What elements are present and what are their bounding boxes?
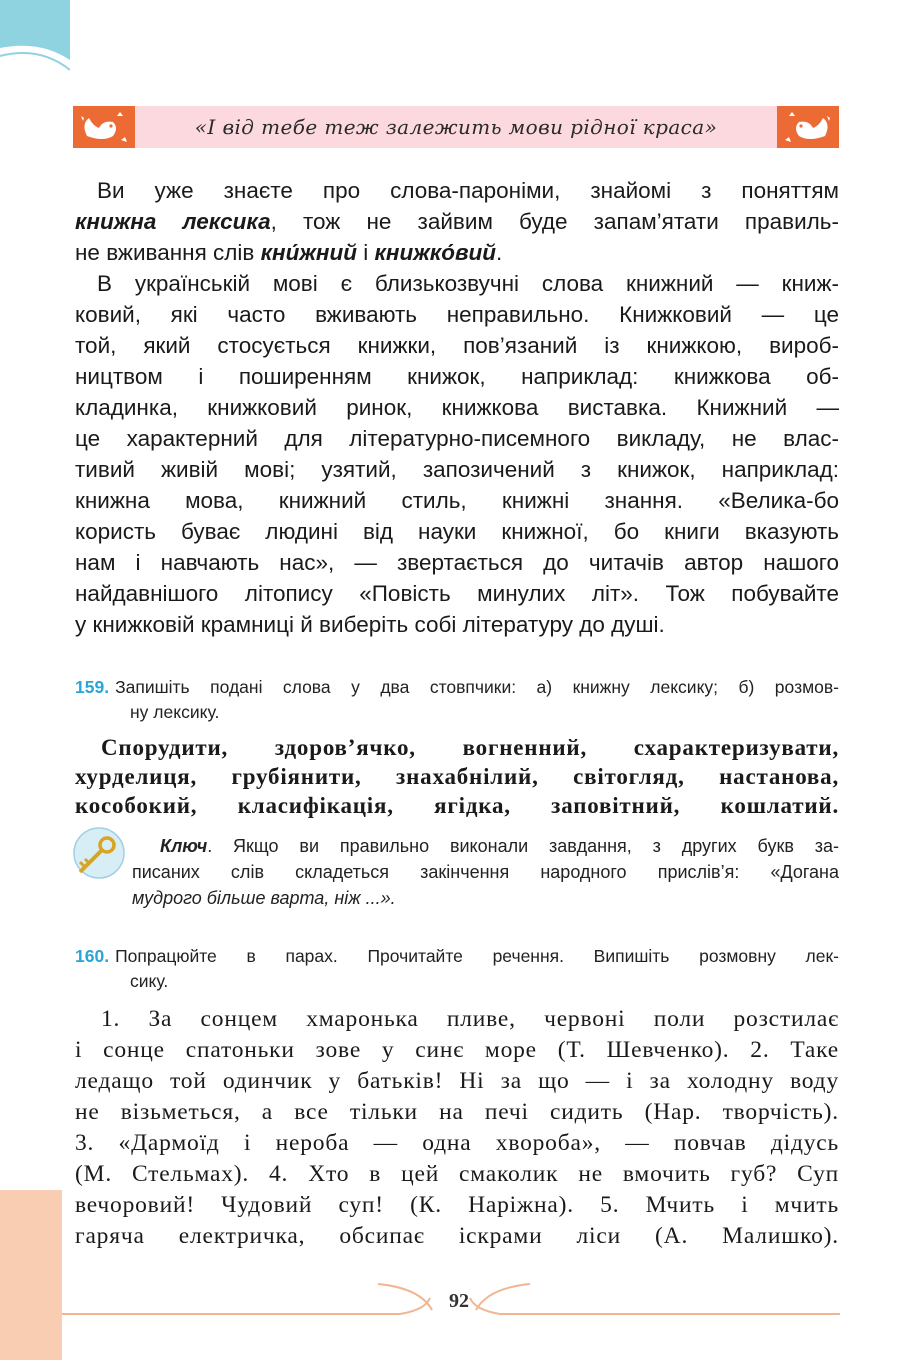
text-line: книжна мова, книжний стиль, книжні знання. «Велика-бо [75,488,839,513]
key-icon [72,826,126,880]
text-line: це характерний для літературно-писемного викладу, не влас- [75,426,839,451]
text-fragment: , тож не зайвим буде запам’ятати правиль- [270,209,840,234]
term-bold: книжко́вий [374,240,497,265]
term-bold: книжна лексика [75,209,271,234]
term-bold: кни́жний [260,240,357,265]
banner-title: «І від тебе теж залежить мови рідної краса» [194,115,718,139]
text-fragment: не вживання слів [75,240,261,265]
text-line: користь буває людині від науки книжної, бо книги вказують [75,519,839,544]
text-line: нам і навчають нас», — звертається до читачів автор нашого [75,550,839,575]
task-160 [75,944,839,994]
sentence-line: 1. За сонцем хмаронька пливе, червоні поли розстилає [101,1006,839,1032]
text-line: той, який стосується книжки, пов’язаний із книжкою, вироб- [75,333,839,358]
bird-ornament-icon [73,106,135,148]
page-number: 92 [449,1290,469,1312]
word-line: Спорудити, здоров’ячко, вогненний, схарактеризувати, [101,735,839,760]
word-list [75,733,839,820]
text-line: у книжковій крамниці й виберіть собі літературу до душі. [75,612,665,637]
bird-ornament-icon [777,106,839,148]
text-line: тивий живій мові; узятий, запозичений з книжок, наприклад: [75,457,839,482]
sentence-line: і сонце спатоньки зове у синє море (Т. Шевченко). 2. Таке [75,1037,839,1063]
text-line [75,237,839,268]
task-line [75,675,839,700]
intro-paragraph-1 [75,175,839,268]
word-line: кособокий, класифікація, ягідка, заповітний, кошлатий. [75,793,839,818]
sentence-line: 3. «Дармоїд і нероба — одна хвороба», — повчав дідусь [75,1130,839,1156]
sentence-line: ледащо той одинчик у батьків! Ні за що — і за холодну воду [75,1068,839,1094]
text-line [75,206,839,237]
section-banner [73,106,839,148]
text-line: Ви уже знаєте про слова-пароніми, знайомі з поняттям [97,178,839,203]
text-line: кладинка, книжковий ринок, книжкова виставка. Книжний — [75,395,839,420]
intro-paragraph-2 [75,268,839,640]
text-fragment: . [496,240,503,265]
task-line: ну лексику. [130,702,220,722]
corner-decoration-top [0,0,70,90]
sentences-block [75,1004,839,1252]
text-line: ництвом і поширенням книжок, наприклад: книжкова об- [75,364,839,389]
key-label: Ключ [160,836,208,856]
hint-line: писаних слів складеться закінчення народного прислів’я: «Догана [132,862,839,882]
hint-text: . Якщо ви правильно виконали завдання, з других букв за- [207,836,839,856]
key-hint [132,833,839,911]
task-number: 159. [75,677,110,697]
text-line: В українській мові є близькозвучні слова книжний — книж- [97,271,839,296]
task-line: сику. [130,971,169,991]
word-line: хурделиця, грубіянити, знахабнілий, світогляд, настанова, [75,764,839,789]
text-line: ковий, які часто вживають неправильно. Книжковий — це [75,302,839,327]
task-instruction: Запишіть подані слова у два стовпчики: а) книжну лексику; б) розмов- [115,677,839,697]
sentence-line: вечоровий! Чудовий суп! (К. Наріжна). 5. Мчить і мчить [75,1192,839,1218]
task-line [75,944,839,969]
sentence-line: (М. Стельмах). 4. Хто в цей смаколик не вмочить губ? Суп [75,1161,839,1187]
hint-line [132,833,839,859]
task-number: 160. [75,946,110,966]
task-instruction: Попрацюйте в парах. Прочитайте речення. Випишіть розмовну лек- [115,946,839,966]
hint-line: мудрого більше варта, ніж ...». [132,888,396,908]
sentence-line: не візьметься, а все тільки на печі сидить (Нар. творчість). [75,1099,839,1125]
text-line: найдавнішого літопису «Повість минулих літ». Тож побувайте [75,581,839,606]
text-fragment: і [356,240,375,265]
task-159 [75,675,839,725]
sentence-line: гаряча електричка, обсипає іскрами ліси (А. Малишко). [75,1223,839,1249]
